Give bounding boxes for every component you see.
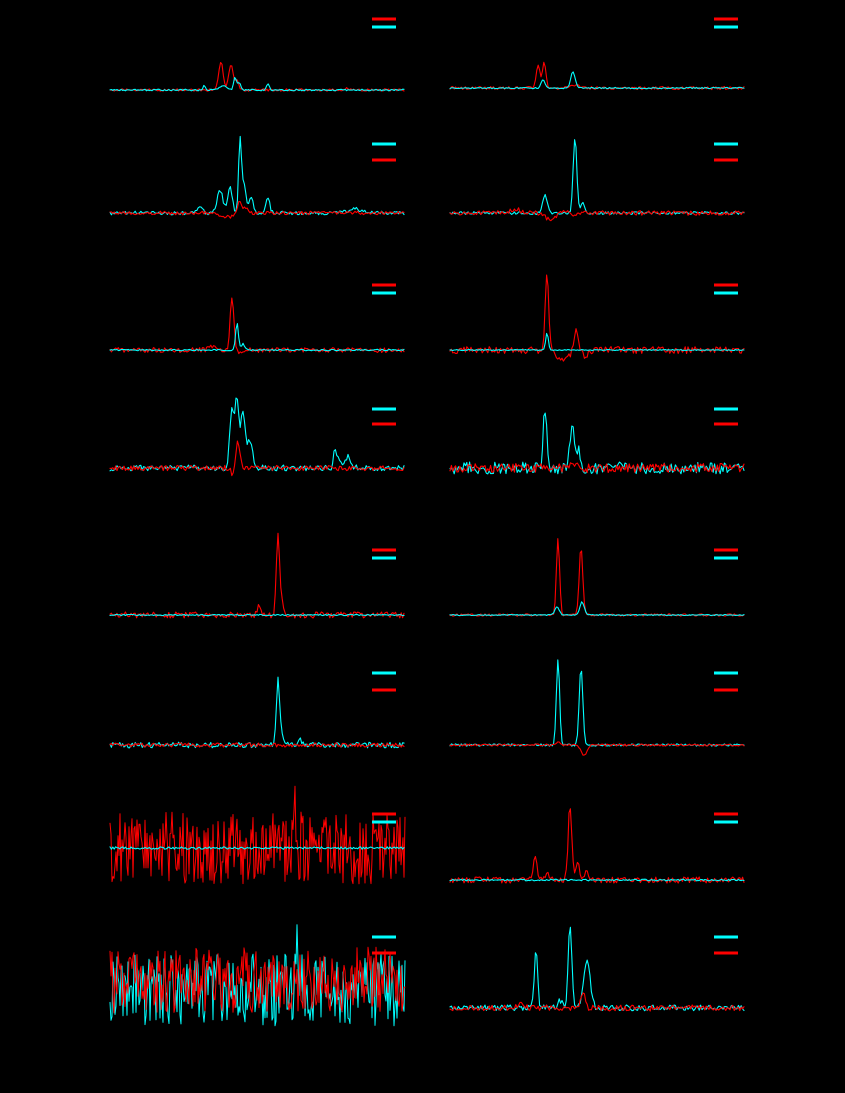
spectrum-panel-r3c1 bbox=[110, 285, 404, 354]
spectrum-panel-r4c2 bbox=[450, 409, 744, 474]
red-spectrum-trace bbox=[450, 809, 744, 883]
spectrum-panel-r6c2 bbox=[450, 660, 744, 755]
cyan-spectrum-trace bbox=[450, 927, 744, 1010]
spectrum-panel-r2c2 bbox=[450, 140, 744, 221]
cyan-spectrum-trace bbox=[110, 614, 404, 615]
spectrum-panel-r3c2 bbox=[450, 275, 744, 361]
cyan-spectrum-trace bbox=[110, 925, 405, 1026]
red-spectrum-trace bbox=[450, 275, 744, 361]
cyan-spectrum-trace bbox=[110, 677, 404, 748]
spectrum-panel-r2c1 bbox=[110, 136, 404, 218]
red-spectrum-trace bbox=[450, 993, 744, 1011]
red-spectrum-trace bbox=[110, 533, 404, 618]
spectrum-panel-r4c1 bbox=[110, 398, 404, 476]
red-spectrum-trace bbox=[450, 62, 744, 89]
spectrum-panel-r5c2 bbox=[450, 539, 744, 617]
spectrum-panel-r1c1 bbox=[110, 19, 404, 91]
red-spectrum-trace bbox=[450, 208, 744, 221]
spectrum-panel-r8c1 bbox=[110, 925, 405, 1026]
cyan-spectrum-trace bbox=[450, 660, 744, 746]
red-spectrum-trace bbox=[110, 786, 405, 884]
cyan-spectrum-trace bbox=[110, 324, 404, 351]
spectrum-panel-r8c2 bbox=[450, 927, 744, 1011]
spectrum-panel-r6c1 bbox=[110, 673, 404, 748]
cyan-spectrum-trace bbox=[450, 140, 744, 215]
spectrum-panel-r7c1 bbox=[110, 786, 405, 884]
spectrum-panel-r5c1 bbox=[110, 533, 404, 618]
red-spectrum-trace bbox=[110, 441, 404, 476]
red-spectrum-trace bbox=[110, 298, 404, 354]
spectrum-panel-r7c2 bbox=[450, 809, 744, 883]
red-spectrum-trace bbox=[450, 539, 744, 617]
red-spectrum-trace bbox=[110, 63, 404, 92]
spectrum-panel-r1c2 bbox=[450, 19, 744, 90]
cyan-spectrum-trace bbox=[450, 602, 744, 616]
red-spectrum-trace bbox=[110, 202, 404, 219]
cyan-spectrum-trace bbox=[110, 398, 404, 471]
cyan-spectrum-trace bbox=[110, 136, 404, 214]
